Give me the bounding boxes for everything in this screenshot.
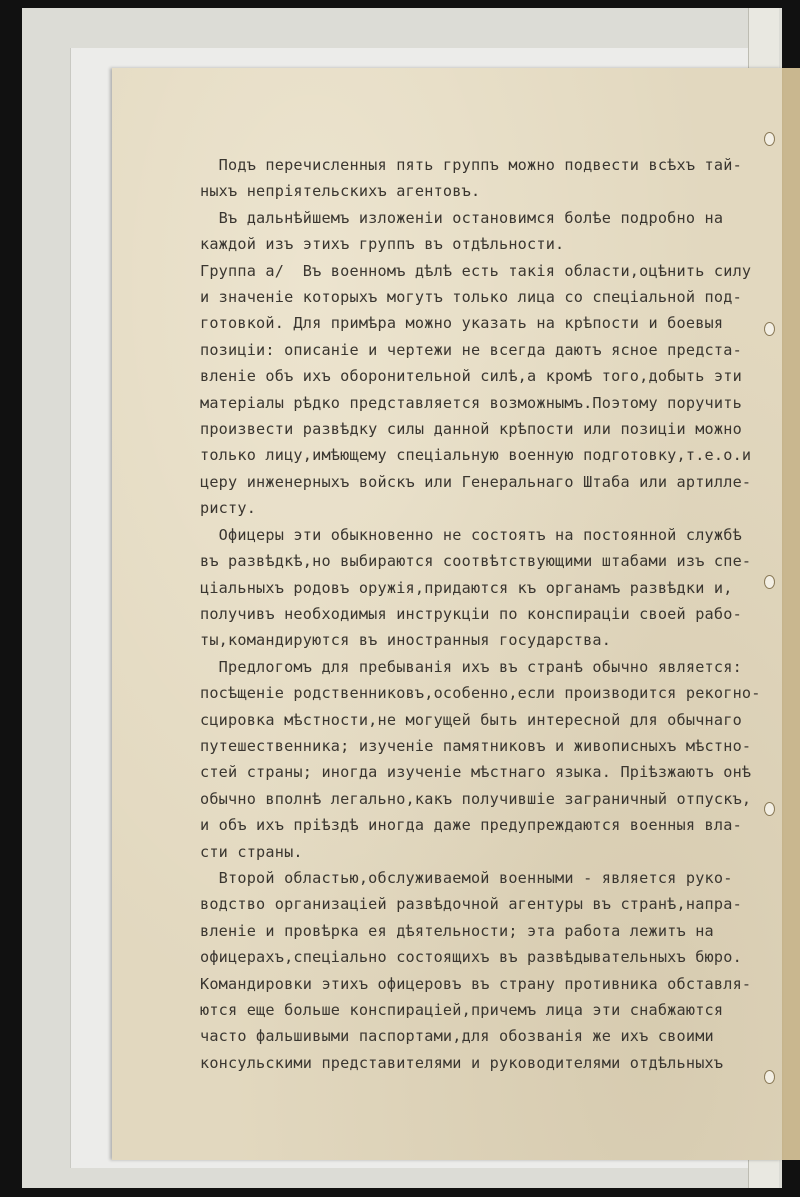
text-line: консульскими представителями и руководителями отдѣльныхъ [200,1053,724,1072]
text-line: и значеніе которыхъ могутъ только лица со спеціальной под- [200,288,742,307]
text-line: вленіе и провѣрка ея дѣятельности; эта работа лежитъ на [200,921,714,940]
typed-text [200,152,772,1076]
text-line: Второй областью,обслуживаемой военными - является руко- [200,868,733,887]
text-line: ныхъ непріятельскихъ агентовъ. [200,182,481,201]
text-line: стей страны; иногда изученіе мѣстнаго языка. Пріѣзжаютъ онѣ [200,763,752,782]
text-line: сти страны. [200,842,303,861]
text-line: офицерахъ,спеціально состоящихъ въ развѣдывательныхъ бюро. [200,948,742,967]
text-line: ются еще больше конспираціей,причемъ лица эти снабжаются [200,1001,724,1019]
text-line: ты,командируются въ иностранныя государства. [200,631,612,650]
text-line: сцировка мѣстности,не могущей быть интересной для обычнаго [200,710,742,729]
text-line: Предлогомъ для пребыванія ихъ въ странѣ обычно является: [200,657,742,676]
punch-hole [764,132,775,146]
text-line: Командировки этихъ офицеровъ въ страну противника обставля- [200,974,752,993]
text-line: Офицеры эти обыкновенно не состоятъ на постоянной службѣ [200,525,742,544]
text-line: въ развѣдкѣ,но выбираются соотвѣтствующими штабами изъ спе- [200,552,752,571]
text-line: церу инженерныхъ войскъ или Генеральнаго Штаба или артилле- [200,472,752,491]
text-line: Подъ перечисленныя пять группъ можно подвести всѣхъ тай- [200,156,742,174]
text-line: готовкой. Для примѣра можно указать на крѣпости и боевыя [200,314,724,333]
text-line: ристу. [200,499,257,518]
text-line: Группа а/ Въ военномъ дѣлѣ есть такія области,оцѣнить силу [200,261,752,280]
text-line: получивъ необходимыя инструкціи по конспираціи своей рабо- [200,604,742,623]
text-line: Въ дальнѣйшемъ изложеніи остановимся болѣе подробно на [200,208,724,227]
text-line: обычно вполнѣ легально,какъ получившіе заграничный отпускъ, [200,789,752,808]
text-line: вленіе объ ихъ оборонительной силѣ,а кромѣ того,добыть эти [200,367,742,386]
text-line: посѣщеніе родственниковъ,особенно,если производится рекогно- [200,684,761,703]
text-line: каждой изъ этихъ группъ въ отдѣльности. [200,235,565,254]
text-line: ціальныхъ родовъ оружія,придаются къ органамъ развѣдки и, [200,578,733,597]
text-line: только лицу,имѣющему спеціальную военную подготовку,т.е.о.и [200,446,752,465]
text-line: путешественника; изученіе памятниковъ и живописныхъ мѣстно- [200,736,752,755]
text-line: водство организаціей развѣдочной агентуры въ странѣ,напра- [200,895,742,914]
text-line: часто фальшивыми паспортами,для обозванія же ихъ своими [200,1027,714,1046]
text-line: позиціи: описаніе и чертежи не всегда даютъ ясное предста- [200,340,742,359]
text-line: произвести развѣдку силы данной крѣпости или позиціи можно [200,420,742,439]
text-line: матеріалы рѣдко представляется возможнымъ.Поэтому поручить [200,393,742,412]
text-line: и объ ихъ пріѣздѣ иногда даже предупреждаются военныя вла- [200,816,742,835]
